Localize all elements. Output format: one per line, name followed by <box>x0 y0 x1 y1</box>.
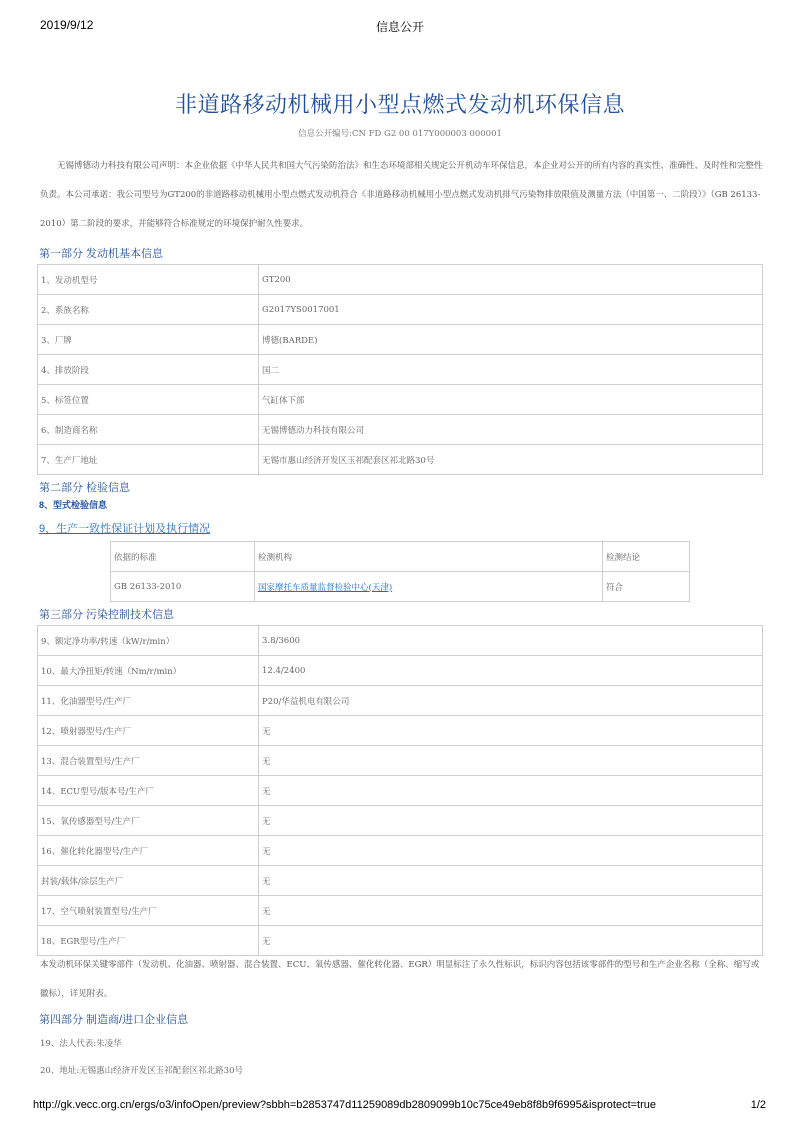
row-value: 无 <box>259 926 763 956</box>
row-value: 国二 <box>259 355 763 385</box>
table-row <box>38 656 763 686</box>
manufacturer-address: 20、地址:无锡惠山经济开发区玉祁配套区祁北路30号 <box>40 1066 243 1076</box>
table-row <box>38 746 763 776</box>
part1-heading: 第一部分 发动机基本信息 <box>39 248 164 260</box>
row-value: 12.4/2400 <box>259 656 763 686</box>
part2-heading: 第二部分 检验信息 <box>39 482 131 494</box>
row-label: 6、制造商名称 <box>38 415 259 445</box>
table-row <box>38 325 763 355</box>
print-title: 信息公开 <box>375 20 424 34</box>
info-number: 信息公开编号:CN FD G2 00 017Y000003 000001 <box>298 129 502 139</box>
row-label: 16、催化转化器型号/生产厂 <box>38 836 259 866</box>
column-header: 检测机构 <box>255 542 603 572</box>
type-inspection-heading: 8、型式检验信息 <box>39 500 108 510</box>
declaration-text: 无锡博德动力科技有限公司声明：本企业依据《中华人民共和国大气污染防治法》和生态环境部相关规定公开机动车环保信息，本企业对公开的所有内容的真实性、准确性、及时性和完整性负责。本公司承诺：我公司型号为GT200的非道路移动机械用小型点燃式发动机符合《非道路移动机械用小型点燃式发动机排气污染物排放限值及测量方法（中国第一、二阶段）》（GB 26133-2010）第二阶段的要求，并能够符合标准规定的环境保护耐久性要求。 <box>40 161 763 229</box>
table-row <box>38 836 763 866</box>
page-title: 非道路移动机械用小型点燃式发动机环保信息 <box>174 93 625 118</box>
conformity-plan-link[interactable]: 9、生产一致性保证计划及执行情况 <box>39 523 211 535</box>
row-label: 15、氧传感器型号/生产厂 <box>38 806 259 836</box>
row-label: 9、额定净功率/转速（kW/r/min） <box>38 626 259 656</box>
row-label: 1、发动机型号 <box>38 265 259 295</box>
inspection-agency-cell <box>255 572 603 602</box>
row-value: 无 <box>259 896 763 926</box>
inspection-table <box>110 541 690 602</box>
row-value: 无 <box>259 836 763 866</box>
row-value: 博德(BARDE) <box>259 325 763 355</box>
row-label: 12、喷射器型号/生产厂 <box>38 716 259 746</box>
row-label: 17、空气喷射装置型号/生产厂 <box>38 896 259 926</box>
row-label: 封装/载体/涂层生产厂 <box>38 866 259 896</box>
row-value: 无锡市惠山经济开发区玉祁配套区祁北路30号 <box>259 445 763 475</box>
print-date: 2019/9/12 <box>40 18 94 32</box>
footer-url: http://gk.vecc.org.cn/ergs/o3/infoOpen/preview?sbbh=b2853747d11259089db2809099b10c75ce49eb8f8b9f6995&isprotect=true <box>33 1099 656 1111</box>
component-marking-note: 本发动机环保关键零部件（发动机、化油器、喷射器、混合装置、ECU、氧传感器、催化转化器、EGR）明显标注了永久性标识，标识内容包括该零部件的型号和生产企业名称（全称、缩写或徽标），详见附表。 <box>40 960 760 999</box>
row-value: 无 <box>259 776 763 806</box>
row-value: 3.8/3600 <box>259 626 763 656</box>
row-label: 3、厂牌 <box>38 325 259 355</box>
row-value: 无 <box>259 746 763 776</box>
row-label: 10、最大净扭矩/转速（Nm/r/min） <box>38 656 259 686</box>
row-value: 无锡博德动力科技有限公司 <box>259 415 763 445</box>
row-value: 无 <box>259 716 763 746</box>
table-header-row <box>111 542 690 572</box>
table-row <box>38 385 763 415</box>
page-number: 1/2 <box>750 1099 766 1111</box>
column-header: 检测结论 <box>603 542 690 572</box>
table-row <box>38 716 763 746</box>
table-row <box>38 415 763 445</box>
row-value: GT200 <box>259 265 763 295</box>
pollution-control-table <box>37 625 763 956</box>
table-row <box>111 572 690 602</box>
inspection-agency-link[interactable]: 国家摩托车质量监督检验中心(天津) <box>258 582 393 593</box>
row-value: P20/华益机电有限公司 <box>259 686 763 716</box>
table-row <box>38 295 763 325</box>
table-row <box>38 445 763 475</box>
row-value: 无 <box>259 866 763 896</box>
table-row <box>38 866 763 896</box>
row-label: 14、ECU型号/版本号/生产厂 <box>38 776 259 806</box>
table-row <box>38 355 763 385</box>
legal-representative: 19、法人代表:朱凌华 <box>40 1039 122 1049</box>
table-row <box>38 896 763 926</box>
table-row <box>38 686 763 716</box>
conclusion-cell: 符合 <box>603 572 690 602</box>
row-label: 4、排放阶段 <box>38 355 259 385</box>
engine-basic-info-table <box>37 264 763 475</box>
table-row <box>38 626 763 656</box>
standard-cell: GB 26133-2010 <box>111 572 255 602</box>
table-row <box>38 265 763 295</box>
row-label: 13、混合装置型号/生产厂 <box>38 746 259 776</box>
part3-heading: 第三部分 污染控制技术信息 <box>39 609 175 621</box>
row-value: 无 <box>259 806 763 836</box>
table-row <box>38 806 763 836</box>
table-row <box>38 776 763 806</box>
row-value: G2017YS0017001 <box>259 295 763 325</box>
row-label: 5、标签位置 <box>38 385 259 415</box>
row-label: 18、EGR型号/生产厂 <box>38 926 259 956</box>
part4-heading: 第四部分 制造商/进口企业信息 <box>39 1014 189 1026</box>
row-label: 7、生产厂地址 <box>38 445 259 475</box>
row-value: 气缸体下部 <box>259 385 763 415</box>
row-label: 11、化油器型号/生产厂 <box>38 686 259 716</box>
column-header: 依据的标准 <box>111 542 255 572</box>
row-label: 2、系族名称 <box>38 295 259 325</box>
